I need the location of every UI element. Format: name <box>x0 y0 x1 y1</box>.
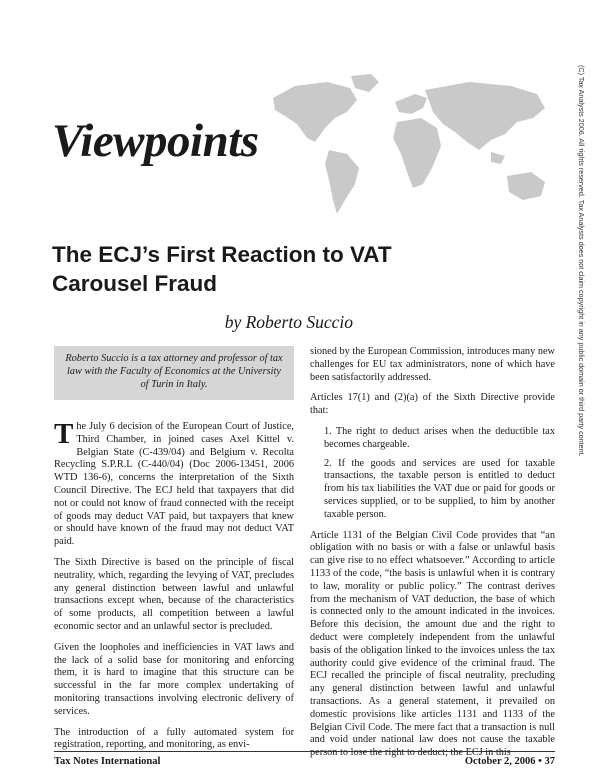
list-item: 2. If the goods and services are used for taxable transactions, the taxable person is entitled to deduct from his tax liabilities the VAT due or paid for goods or services supplied, or to be supplied, to him by another taxable person. <box>324 457 555 520</box>
author-bio-box: Roberto Succio is a tax attorney and professor of tax law with the Faculty of Economics at the University of Turin in Italy. <box>54 346 294 400</box>
body-paragraph: Given the loopholes and inefficiencies in VAT laws and the lack of a solid base for monitoring and enforcing them, it is hard to imagine that this structure can be successful in the far more complex undertaking of monitoring transactions involving electronic delivery of services. <box>54 641 294 717</box>
body-paragraph: The introduction of a fully automated system for registration, reporting, and monitoring, as envi- <box>54 726 294 751</box>
body-paragraph <box>54 418 294 549</box>
footer-rule <box>54 751 555 752</box>
body-paragraph: The Sixth Directive is based on the principle of fiscal neutrality, which, regarding the levying of VAT, precludes any general distinction between lawful and unlawful transactions except when, because of the characteristics of some products, all competition between a lawful economic sector and an unlawful sector is precluded. <box>54 556 294 632</box>
footer-date-page: October 2, 2006 • 37 <box>464 756 555 767</box>
article-title: The ECJ’s First Reaction to VAT Carousel Fraud <box>52 242 392 296</box>
paragraph-text: he July 6 decision of the European Court of Justice, Third Chamber, in joined cases Axel Kittel v. Belgian State (C-439/04) and Belgium v. Recolta Recycling S.P.R.L (C-440/04) (Doc 2006-13451, 2006 WTD 136-6), concerns the interpretation of the Sixth Council Directive. The ECJ held that taxpayers that did not or could not know of fraud connected with the receipt of goods may deduct VAT paid, but taxpayers that knew or should have known of the fraud may not deduct VAT paid. <box>54 421 294 548</box>
footer-publication: Tax Notes International <box>54 756 161 767</box>
body-paragraph: Articles 17(1) and (2)(a) of the Sixth Directive provide that: <box>310 392 555 417</box>
body-paragraph: Article 1131 of the Belgian Civil Code provides that “an obligation with no basis or with a false or unlawful basis can give rise to no effect whatsoever.” According to article 1133 of the code, “the basis is unlawful when it is contrary to law, morality or public policy.” The contrast derives from the mechanism of VAT deduction, the base of which is connected only to the amount indicated in the invoices. Before this decision, the amount due and the right to deduct were completely independent from the unlawful basis of the obligation linked to the invoices unless the tax authority could give evidence of the criminal fraud. The ECJ recalled the principle of fiscal neutrality, precluding any general distinction between lawful and unlawful transactions. As a general statement, it prevailed on domestic provisions like articles 1131 and 1133 of the Belgian Civil Code. The mere fact that a transaction is null and void under national law does not cause the taxable person to lose the right to deduct; the ECJ in this <box>310 529 555 759</box>
article-byline: by Roberto Succio <box>224 312 353 332</box>
drop-cap: T <box>54 418 74 450</box>
directive-list <box>324 426 555 522</box>
list-item: 1. The right to deduct arises when the deductible tax becomes chargeable. <box>324 425 555 450</box>
section-title: Viewpoints <box>52 115 259 167</box>
world-map-graphic <box>255 72 560 227</box>
copyright-notice: (C) Tax Analysts 2006. All rights reserved. Tax Analysts does not claim copyright in any public domain or third party content. <box>577 65 586 457</box>
left-column <box>54 418 294 760</box>
right-column <box>310 346 555 768</box>
body-paragraph: sioned by the European Commission, introduces many new challenges for EU tax administrators, none of which have been satisfactorily addressed. <box>310 346 555 383</box>
